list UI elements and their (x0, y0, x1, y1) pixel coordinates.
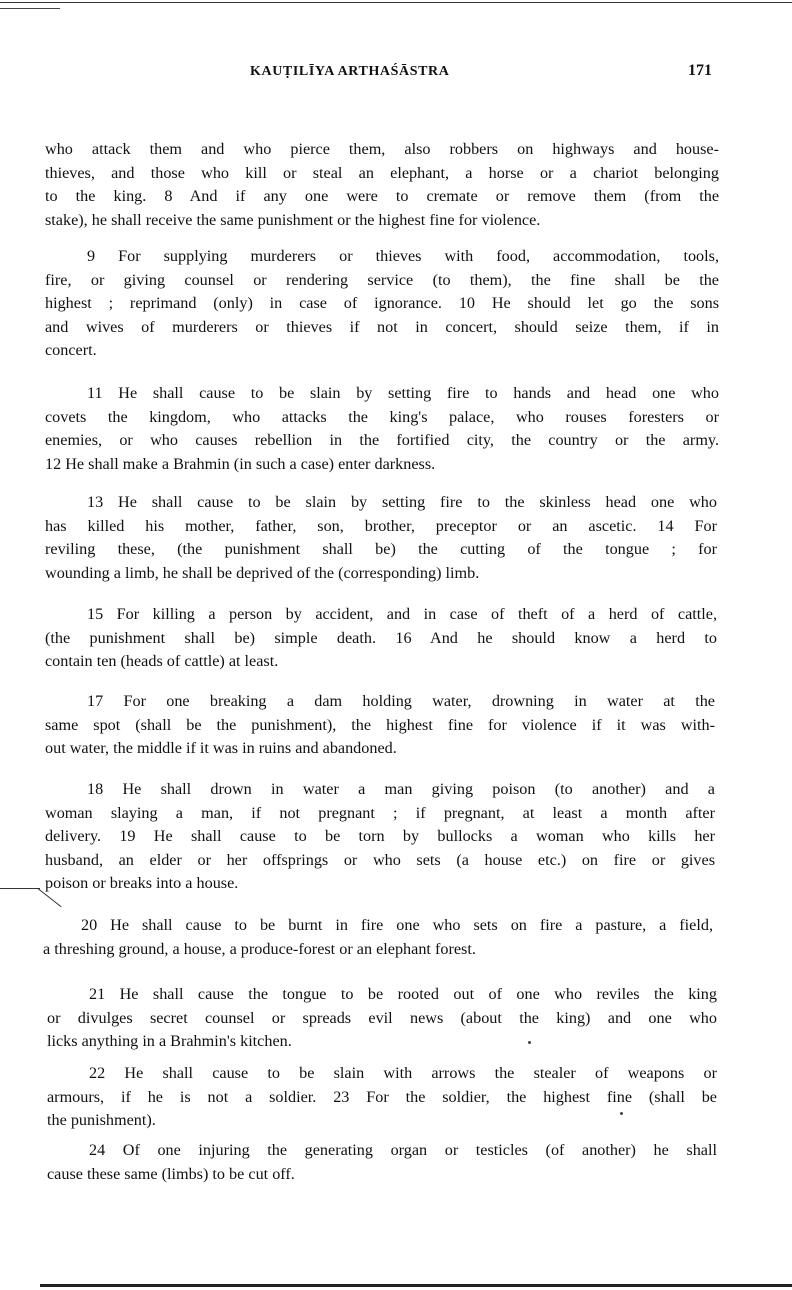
text-line: who attack them and who pierce them, also robbers on highways and house- (45, 140, 719, 158)
paragraph-4 (45, 491, 717, 585)
bottom-rule (40, 1284, 792, 1287)
paragraph-9 (47, 983, 717, 1054)
text-line: wounding a limb, he shall be deprived of the (corresponding) limb. (45, 563, 480, 582)
paragraph-6 (45, 690, 715, 761)
paragraph-2 (45, 245, 719, 363)
paragraph-5 (45, 603, 717, 674)
text-line: contain ten (heads of cattle) at least. (45, 652, 279, 671)
text-line: thieves, and those who kill or steal an elephant, a horse or a chariot belonging (45, 163, 719, 182)
text-line: fire, or giving counsel or rendering service (to them), the fine shall be the (45, 270, 719, 289)
top-rule (0, 2, 792, 3)
text-line: enemies, or who causes rebellion in the fortified city, the country or the army. (45, 431, 719, 450)
text-line: 9 For supplying murderers or thieves with food, accommodation, tools, (87, 247, 719, 265)
text-line: armours, if he is not a soldier. 23 For the soldier, the highest fine (shall be (47, 1087, 717, 1106)
paragraph-10 (47, 1062, 717, 1133)
running-title: KAUṬILĪYA ARTHAŚĀSTRA (250, 64, 450, 79)
text-line: covets the kingdom, who attacks the king's palace, who rouses foresters or (45, 407, 719, 426)
text-line: delivery. 19 He shall cause to be torn by bullocks a woman who kills her (45, 827, 715, 846)
text-line: highest ; reprimand (only) in case of ignorance. 10 He should let go the sons (45, 294, 719, 313)
paragraph-8 (43, 914, 713, 961)
text-line: poison or breaks into a house. (45, 874, 239, 893)
text-line: 22 He shall cause to be slain with arrows the stealer of weapons or (89, 1064, 717, 1082)
text-line: 24 Of one injuring the generating organ or testicles (of another) he shall (89, 1141, 717, 1159)
print-speck (620, 1112, 623, 1115)
text-line: husband, an elder or her offsprings or who sets (a house etc.) on fire or gives (45, 850, 715, 869)
margin-mark-line (0, 888, 40, 889)
text-line: to the king. 8 And if any one were to cremate or remove them (from the (45, 187, 719, 206)
print-speck (528, 1041, 531, 1044)
top-rule-short (0, 8, 60, 9)
paragraph-7 (45, 778, 715, 896)
text-line: licks anything in a Brahmin's kitchen. (47, 1032, 292, 1051)
text-line: 15 For killing a person by accident, and in case of theft of a herd of cattle, (87, 605, 717, 623)
text-line: 13 He shall cause to be slain by setting fire to the skinless head one who (87, 493, 717, 511)
text-line: 17 For one breaking a dam holding water, drowning in water at the (87, 692, 715, 710)
text-line: or divulges secret counsel or spreads evil news (about the king) and one who (47, 1008, 717, 1027)
text-line: (the punishment shall be) simple death. 16 And he should know a herd to (45, 628, 717, 647)
paragraph-3 (45, 382, 719, 476)
text-line: same spot (shall be the punishment), the highest fine for violence if it was with- (45, 715, 715, 734)
text-line: 21 He shall cause the tongue to be rooted out of one who reviles the king (89, 985, 717, 1003)
text-line: 18 He shall drown in water a man giving poison (to another) and a (87, 780, 715, 798)
text-line: concert. (45, 341, 97, 360)
paragraph-11 (47, 1139, 717, 1186)
text-line: out water, the middle if it was in ruins and abandoned. (45, 739, 397, 758)
text-line: 12 He shall make a Brahmin (in such a case) enter darkness. (45, 454, 436, 473)
text-line: stake), he shall receive the same punishment or the highest fine for violence. (45, 210, 541, 229)
text-line: the punishment). (47, 1111, 156, 1130)
text-line: 11 He shall cause to be slain by setting fire to hands and head one who (87, 384, 719, 402)
paragraph-1 (45, 138, 719, 232)
page-header (0, 62, 792, 86)
text-line: 20 He shall cause to be burnt in fire one who sets on fire a pasture, a field, (81, 916, 713, 934)
text-line: a threshing ground, a house, a produce-forest or an elephant forest. (43, 939, 476, 958)
text-line: woman slaying a man, if not pregnant ; if pregnant, at least a month after (45, 803, 715, 822)
text-line: cause these same (limbs) to be cut off. (47, 1164, 295, 1183)
text-line: has killed his mother, father, son, brother, preceptor or an ascetic. 14 For (45, 516, 717, 535)
page-number: 171 (688, 62, 712, 79)
text-line: and wives of murderers or thieves if not in concert, should seize them, if in (45, 317, 719, 336)
text-line: reviling these, (the punishment shall be) the cutting of the tongue ; for (45, 540, 717, 559)
